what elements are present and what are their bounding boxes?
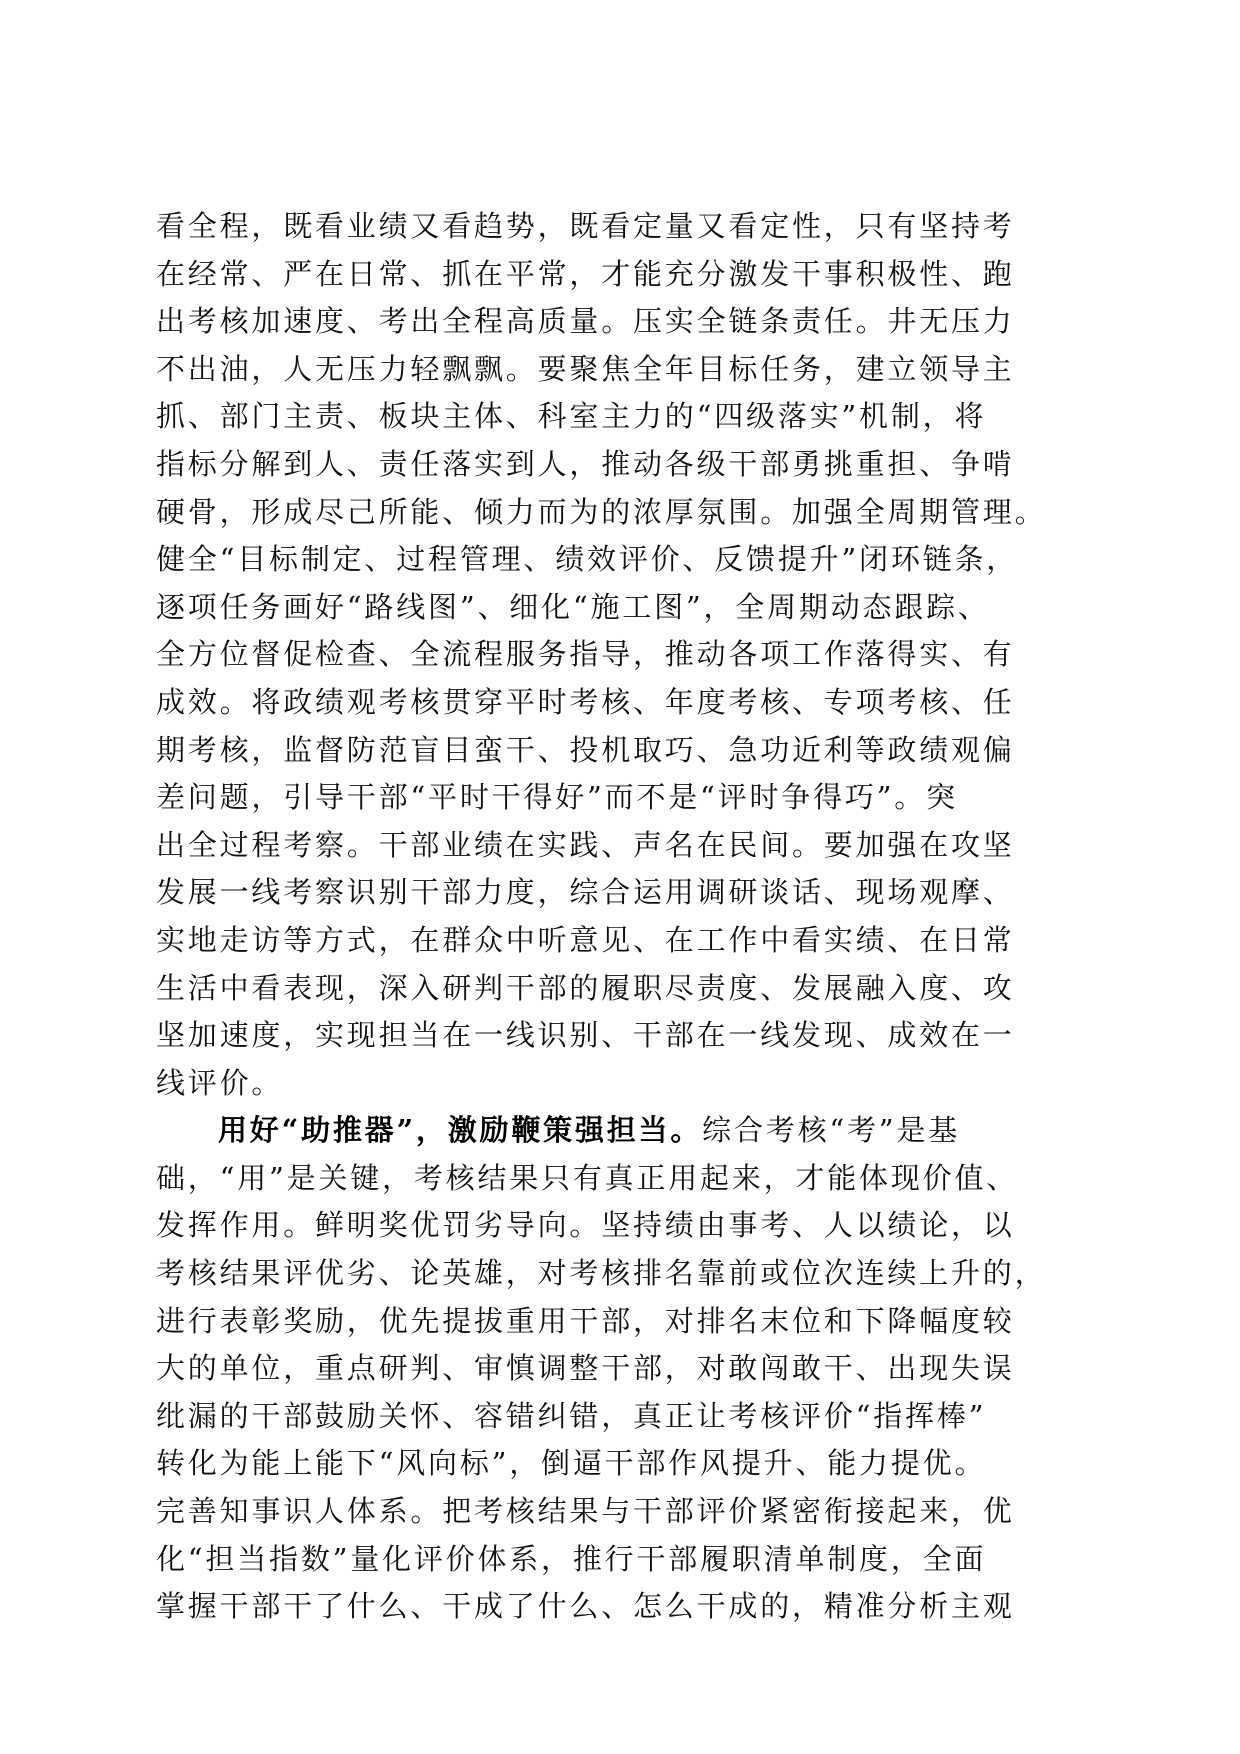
text-line: 纰漏的干部鼓励关怀、容错纠错，真正让考核评价“指挥棒” — [156, 1398, 987, 1433]
text-line: 完善知事识人体系。把考核结果与干部评价紧密衔接起来，优 — [156, 1494, 1015, 1529]
text-line: 全方位督促检查、全流程服务指导，推动各项工作落得实、有 — [156, 637, 1015, 672]
text-line: 不出油，人无压力轻飘飘。要聚焦全年目标任务，建立领导主 — [156, 351, 1015, 386]
text-line: 在经常、严在日常、抓在平常，才能充分激发干事积极性、跑 — [156, 256, 1015, 291]
paragraph-heading: 用好“助推器”，激励鞭策强担当。 — [218, 1113, 703, 1148]
text-line: 线评价。 — [156, 1065, 284, 1100]
text-line: 础，“用”是关键，考核结果只有真正用起来，才能体现价值、 — [156, 1160, 1019, 1195]
text-line: 发挥作用。鲜明奖优罚劣导向。坚持绩由事考、人以绩论，以 — [156, 1208, 1015, 1243]
text-line: 出全过程考察。干部业绩在实践、声名在民间。要加强在攻坚 — [156, 827, 1015, 862]
text-line: 看全程，既看业绩又看趋势，既看定量又看定性，只有坚持考 — [156, 209, 1015, 243]
text-line: 健全“目标制定、过程管理、绩效评价、反馈提升”闭环链条， — [156, 542, 1019, 577]
text-line: 实地走访等方式，在群众中听意见、在工作中看实绩、在日常 — [156, 922, 1015, 957]
text-line: 考核结果评优劣、论英雄，对考核排名靠前或位次连续上升的， — [156, 1256, 1047, 1291]
text-line: 出考核加速度、考出全程高质量。压实全链条责任。井无压力 — [156, 304, 1015, 339]
paragraph-lead-text: 综合考核“考”是基 — [702, 1113, 961, 1148]
body-text — [156, 203, 1096, 1631]
text-line: 逐项任务画好“路线图”、细化“施工图”，全周期动态跟踪、 — [156, 589, 990, 624]
text-line: 发展一线考察识别干部力度，综合运用调研谈话、现场观摩、 — [156, 875, 1015, 910]
text-line: 成效。将政绩观考核贯穿平时考核、年度考核、专项考核、任 — [156, 684, 1015, 719]
text-line: 化“担当指数”量化评价体系，推行干部履职清单制度，全面 — [156, 1541, 987, 1576]
text-line: 期考核，监督防范盲目蛮干、投机取巧、急功近利等政绩观偏 — [156, 732, 1015, 767]
text-line: 生活中看表现，深入研判干部的履职尽责度、发展融入度、攻 — [156, 970, 1015, 1005]
text-line: 进行表彰奖励，优先提拔重用干部，对排名末位和下降幅度较 — [156, 1303, 1015, 1338]
text-line: 硬骨，形成尽己所能、倾力而为的浓厚氛围。加强全周期管理。 — [156, 494, 1047, 529]
paragraph-first-line — [156, 1107, 1096, 1155]
text-line: 转化为能上能下“风向标”，倒逼干部作风提升、能力提优。 — [156, 1446, 987, 1481]
text-line: 坚加速度，实现担当在一线识别、干部在一线发现、成效在一 — [156, 1018, 1015, 1053]
text-line: 指标分解到人、责任落实到人，推动各级干部勇挑重担、争啃 — [156, 446, 1015, 481]
text-line: 大的单位，重点研判、审慎调整干部，对敢闯敢干、出现失误 — [156, 1351, 1015, 1386]
text-line: 差问题，引导干部“平时干得好”而不是“评时争得巧”。突 — [156, 780, 958, 815]
text-line: 掌握干部干了什么、干成了什么、怎么干成的，精准分析主观 — [156, 1589, 1015, 1624]
text-line: 抓、部门主责、板块主体、科室主力的“四级落实”机制，将 — [156, 399, 987, 434]
